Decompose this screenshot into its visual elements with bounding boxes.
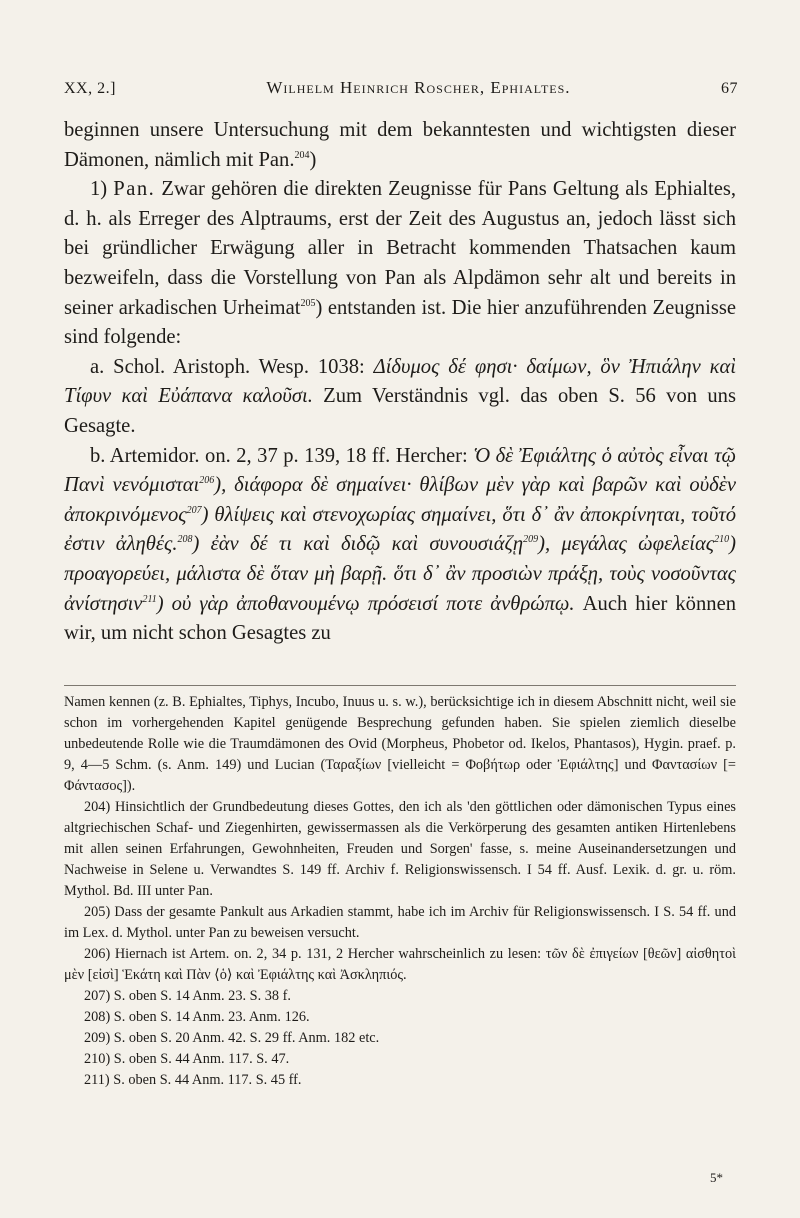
footnote-ref-204: 204 bbox=[294, 149, 310, 161]
section-number: 1) bbox=[90, 178, 108, 201]
greek-quote: Δίδυμος δέ φησι· δαίμων, ὃν Ἠπιάλην καὶ Τίφυν καὶ Εὐάπανα καλοῦσι. bbox=[64, 355, 736, 408]
paragraph-item-a: a. Schol. Aristoph. Wesp. 1038: Δίδυμος δέ φησι· δαίμων, ὃν Ἠπιάλην καὶ Τίφυν καὶ Εὐάπανα καλοῦσι. Zum Verständnis vgl. das oben S. 56 von uns Gesagte. bbox=[64, 355, 736, 437]
greek-quote-artemidor: Ὁ δὲ Ἐφιάλτης ὁ αὐτὸς εἶναι τῷ Πανὶ νενόμισται$^{206}$), διάφορα δὲ σημαίνει· θλίβων μὲν γὰρ καὶ βαρῶν καὶ οὐδὲν ἀποκρινόμενος$^{207}$) θλίψεις καὶ στενοχωρίας σημαίνει, ὅτι δ᾽ ἂν ἀποκρίνηται, τοῦτό ἐστιν ἀληθές.$^{208}$) ἐὰν δέ τι καὶ διδῷ καὶ συνουσιάζῃ$^{209}$), μεγάλας ὠφελείας$^{210}$) προαγορεύει, μάλιστα δὲ ὅταν μὴ βαρῇ. ὅτι δ᾽ ἂν προσιὼν πράξῃ, τοὺς νοσοῦντας ἀνίστησιν$^{211}$) οὐ γὰρ ἀποθανουμένῳ πρόσεισί ποτε ἀνθρώπῳ. bbox=[64, 444, 736, 615]
section-ref: XX, 2.] bbox=[64, 80, 116, 97]
footnote-205: 205) Dass der gesamte Pankult aus Arkadien stammt, habe ich im Archiv für Religionswissensch. I S. 54 ff. und im Lex. d. Mythol. unter Pan zu beweisen versucht. bbox=[64, 904, 736, 941]
page-number: 67 bbox=[720, 80, 738, 97]
signature-mark: 5* bbox=[710, 1170, 723, 1185]
section-heading-pan: Pan. bbox=[113, 178, 156, 201]
footnote-210: 210) S. oben S. 44 Anm. 117. S. 47. bbox=[84, 1051, 290, 1067]
footnote-207: 207) S. oben S. 14 Anm. 23. S. 38 f. bbox=[84, 988, 291, 1004]
footnote-ref-205: 205 bbox=[300, 297, 316, 309]
paragraph-item-b: b. Artemidor. on. 2, 37 p. 139, 18 ff. Hercher: Ὁ δὲ Ἐφιάλτης ὁ αὐτὸς εἶναι τῷ Πανὶ νενόμισται$^{206}$), διάφορα δὲ σημαίνει· θλίβων μὲν γὰρ καὶ βαρῶν καὶ οὐδὲν ἀποκρινόμενος$^{207}$) θλίψεις καὶ στενοχωρίας σημαίνει, ὅτι δ᾽ ἂν ἀποκρίνηται, τοῦτό ἐστιν ἀληθές.$^{208}$) ἐὰν δέ τι καὶ διδῷ καὶ συνουσιάζῃ$^{209}$), μεγάλας ὠφελείας$^{210}$) προαγορεύει, μάλιστα δὲ ὅταν μὴ βαρῇ. ὅτι δ᾽ ἂν προσιὼν πράξῃ, τοὺς νοσοῦντας ἀνίστησιν$^{211}$) οὐ γὰρ ἀποθανουμένῳ πρόσεισί ποτε ἀνθρώπῳ. Auch hier können wir, um nicht schon Gesagtes zu bbox=[64, 444, 737, 645]
footnote-209: 209) S. oben S. 20 Anm. 42. S. 29 ff. Anm. 182 etc. bbox=[84, 1030, 380, 1046]
main-text bbox=[64, 116, 736, 649]
footnote-divider bbox=[64, 685, 736, 686]
paragraph-pan: 1) Pan. Zwar gehören die direkten Zeugnisse für Pans Geltung als Ephialtes, d. h. als Erreger des Alptraums, erst der Zeit des Augustus an, jedoch lässt sich bei gründlicher Erwägung aller in Betracht kommenden Thatsachen kaum bezweifeln, dass die Vorstellung von Pan als Alpdämon sehr alt und bereits in seiner arkadischen Urheimat$^{205}$) entstanden ist. Die hier anzuführenden Zeugnisse sind folgende: bbox=[64, 178, 736, 349]
running-title: Wilhelm Heinrich Roscher, Ephialtes. bbox=[266, 78, 571, 97]
footnote-208: 208) S. oben S. 14 Anm. 23. Anm. 126. bbox=[84, 1009, 310, 1025]
paragraph-intro: beginnen unsere Untersuchung mit dem bekanntesten und wichtigsten dieser Dämonen, nämlich mit Pan.$^{204}$) bbox=[64, 119, 736, 171]
footnote-continuation: Namen kennen (z. B. Ephialtes, Tiphys, Incubo, Inuus u. s. w.), berücksichtige ich in diesem Abschnitt nicht, weil sie schon im vorhergehenden Kapitel genügende Besprechung gefunden haben. Sie spielen ziemlich dieselbe unbedeutende Rolle wie die Traumdämonen des Ovid (Morpheus, Phobetor od. Ikelos, Phantasos), Hygin. praef. p. 9, 4—5 Schm. (s. Anm. 149) und Lucian (Ταραξίων [vielleicht = Φοβήτωρ oder Ἐφιάλτης] und Φαντασίων [= Φάντασος]). bbox=[64, 694, 736, 794]
footnote-204: 204) Hinsichtlich der Grundbedeutung dieses Gottes, den ich als 'den göttlichen oder dämonischen Typus eines altgriechischen Schaf- und Ziegenhirten, gewissermassen als die Verkörperung des gesamten antiken Hirtenlebens mit allen seinen Erfahrungen, Gewohnheiten, Freuden und Sorgen' fasse, s. meine Auseinandersetzungen und Nachweise in Selene u. Verwandtes S. 149 ff. Archiv f. Religionswissensch. I 54 ff. Ausf. Lexik. d. gr. u. röm. Mythol. Bd. III unter Pan. bbox=[64, 799, 736, 899]
footnotes bbox=[64, 692, 736, 1091]
footnote-211: 211) S. oben S. 44 Anm. 117. S. 45 ff. bbox=[84, 1072, 302, 1088]
running-header bbox=[64, 78, 738, 98]
footnote-206: 206) Hiernach ist Artem. on. 2, 34 p. 131, 2 Hercher wahrscheinlich zu lesen: τῶν δὲ ἐπιγείων [θεῶν] αἰσθητοὶ μὲν [εἰσὶ] Ἑκάτη καὶ Πὰν ⟨ὁ⟩ καὶ Ἐφιάλτης καὶ Ἀσκληπιός. bbox=[64, 946, 736, 983]
